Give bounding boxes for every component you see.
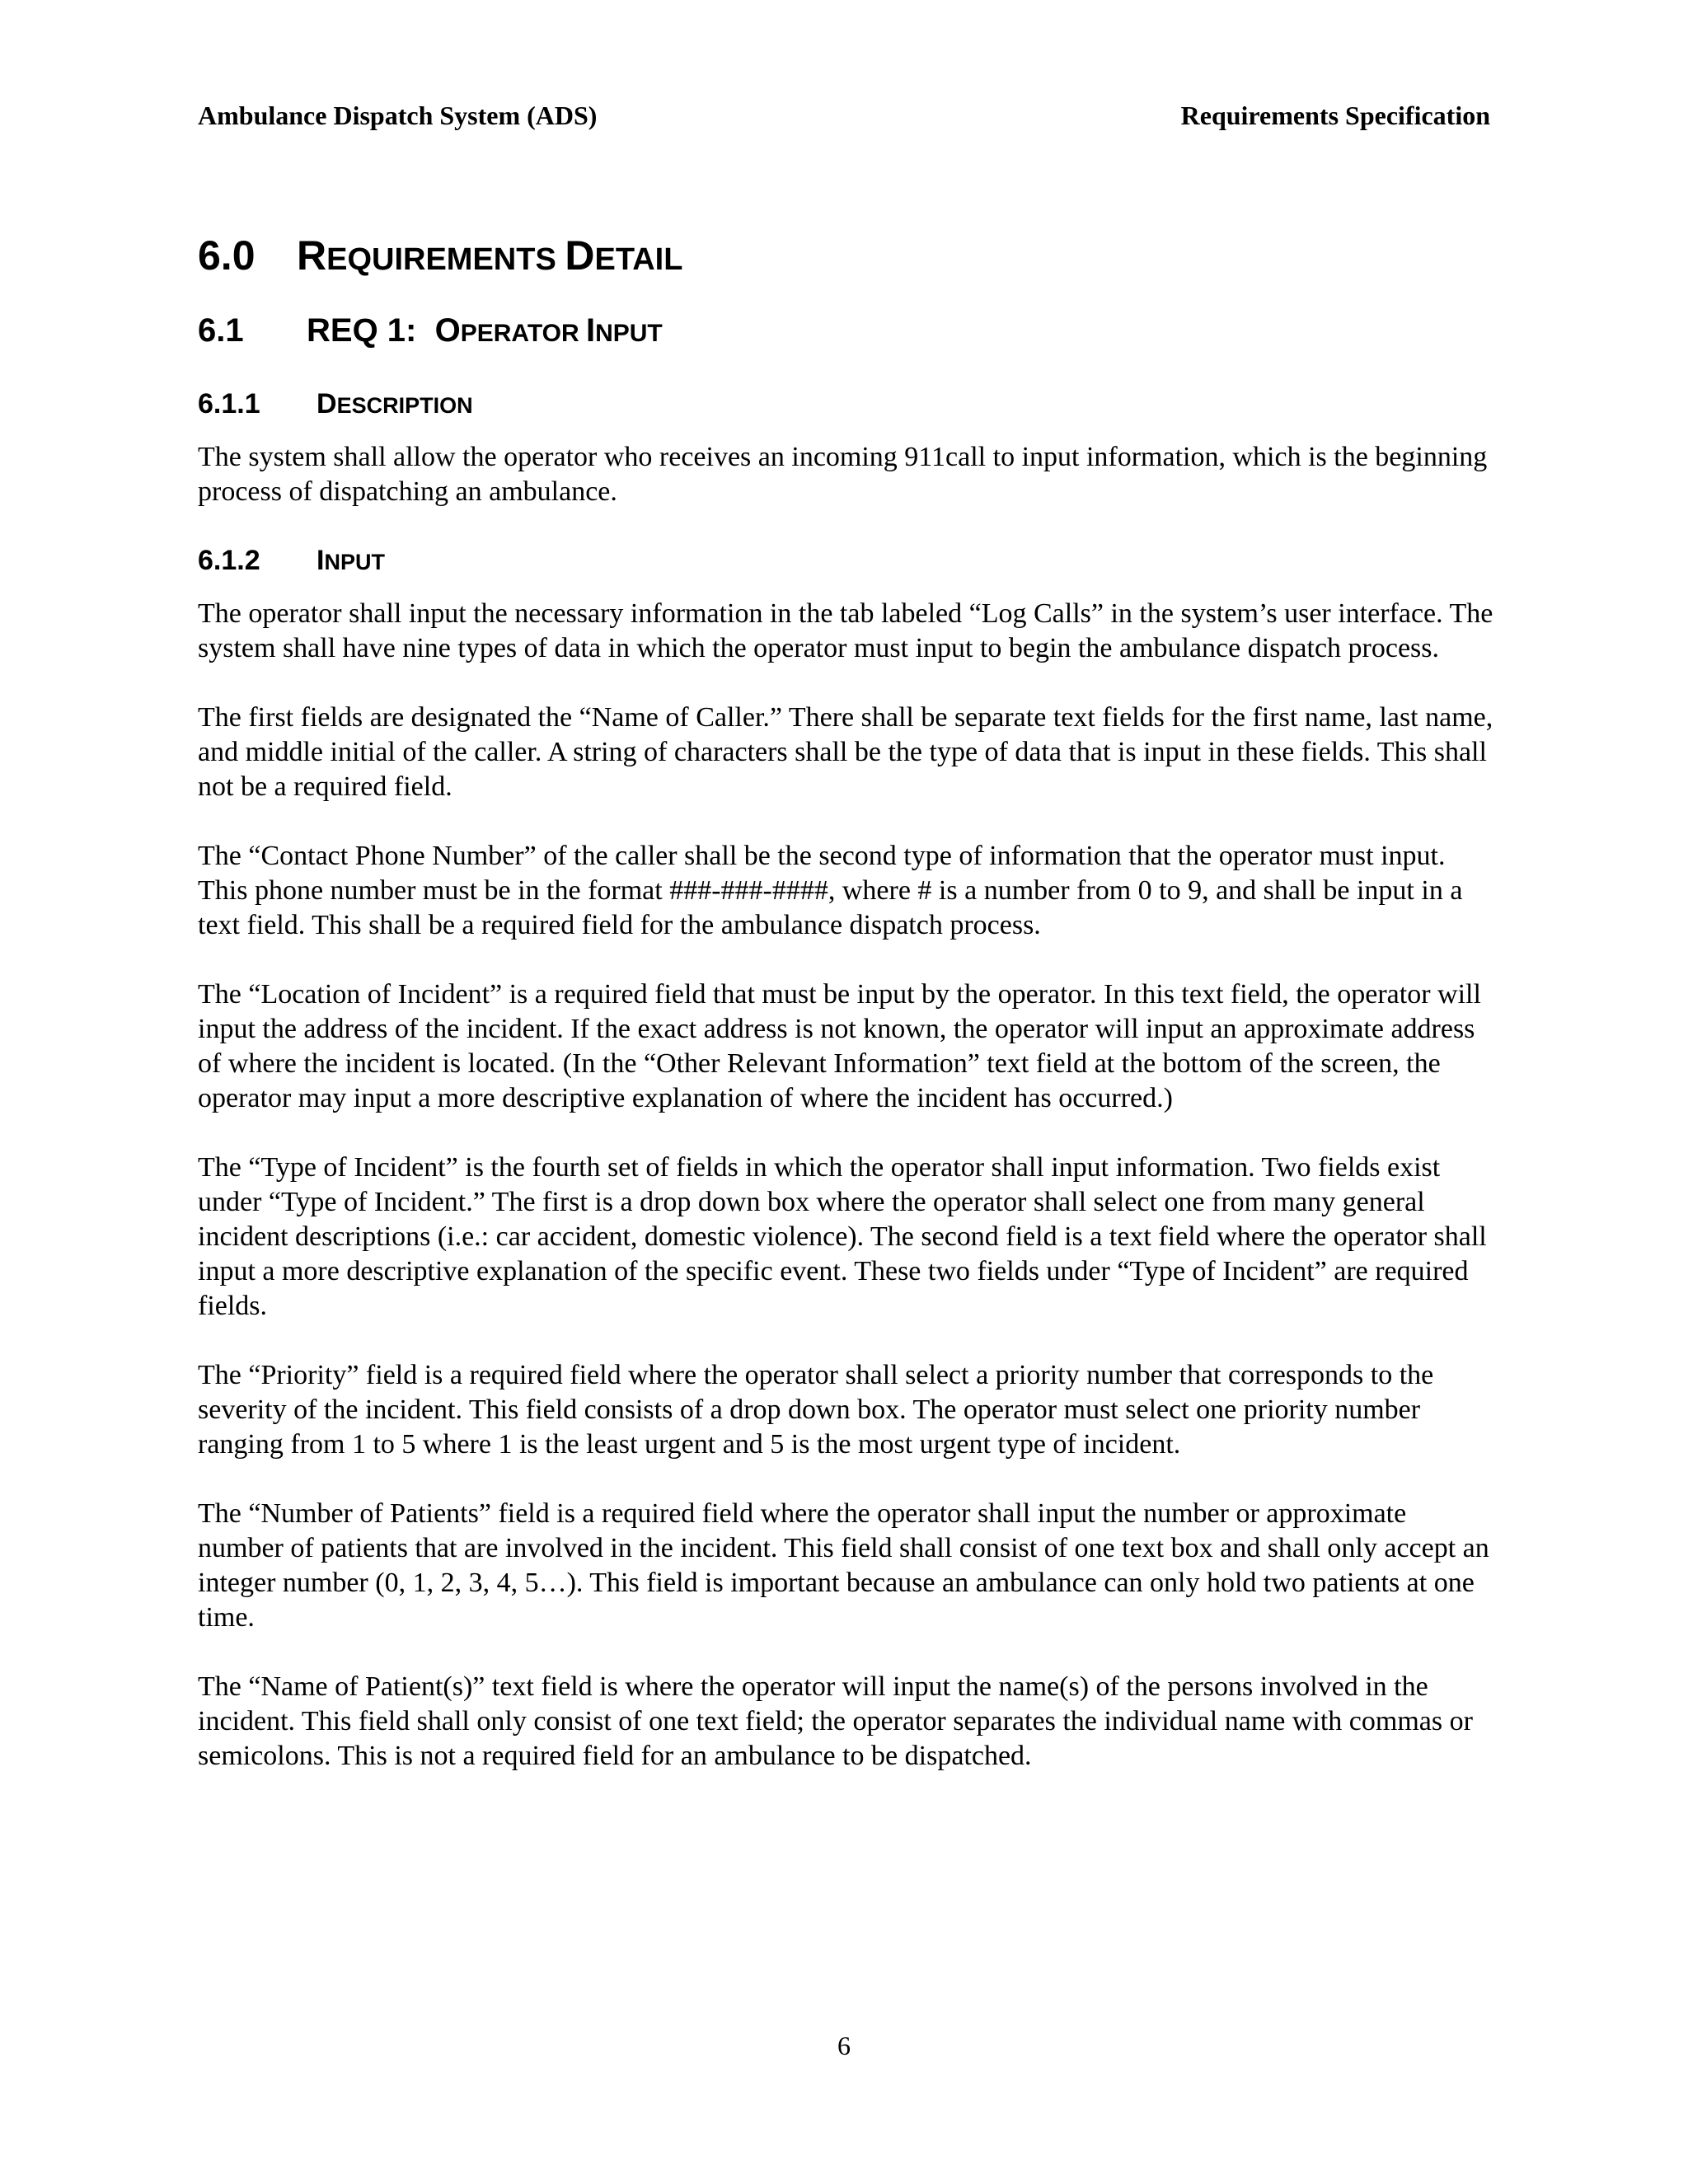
section-title-initial: R	[297, 232, 327, 279]
section-title-second-initial: D	[565, 232, 595, 279]
section-heading	[198, 231, 1496, 280]
input-paragraph-number-of-patients: The “Number of Patients” field is a required field where the operator shall input the number or approximate number of patients that are involved in the incident. This field shall consist of one text box and shall only accept an integer number (0, 1, 2, 3, 4, 5…). This field is important because an ambulance can only hold two patients at one time.	[198, 1498, 1489, 1633]
input-title-initial: I	[316, 545, 325, 576]
page-content	[198, 231, 1496, 1774]
section-title-second-rest: ETAIL	[594, 242, 683, 277]
input-heading	[198, 542, 1496, 579]
input-paragraph-name-of-caller: The first fields are designated the “Name of Caller.” There shall be separate text fields for the first name, last name, and middle initial of the caller. A string of characters shall be the type of data that is input in these fields. This shall not be a required field.	[198, 702, 1493, 802]
section-number: 6.0	[198, 232, 256, 279]
input-paragraph-log-calls: The operator shall input the necessary information in the tab labeled “Log Calls” in the system’s user interface. The system shall have nine types of data in which the operator must input to begin the ambulance dispatch process.	[198, 598, 1493, 663]
input-number: 6.1.2	[198, 545, 260, 576]
input-paragraph-type-of-incident: The “Type of Incident” is the fourth set of fields in which the operator shall input information. Two fields exist under “Type of Incident.” The first is a drop down box where the operator shall select one from many general incident descriptions (i.e.: car accident, domestic violence). The second field is a text field where the operator shall input a more descriptive explanation of the specific event. These two fields under “Type of Incident” are required fields.	[198, 1152, 1487, 1321]
input-title-rest: NPUT	[324, 550, 385, 574]
subsection-heading	[198, 310, 1496, 351]
description-paragraph: The system shall allow the operator who receives an incoming 911call to input information, which is the beginning process of dispatching an ambulance.	[198, 442, 1488, 507]
description-number: 6.1.1	[198, 388, 260, 419]
input-paragraph-name-of-patients: The “Name of Patient(s)” text field is where the operator will input the name(s) of the persons involved in the incident. This field shall only consist of one text field; the operator separates the individual name with commas or semicolons. This is not a required field for an ambulance to be dispatched.	[198, 1671, 1473, 1771]
subsection-title-prefix: REQ 1:	[307, 312, 435, 349]
subsection-title-second-initial: I	[585, 312, 596, 349]
subsection-title-rest: PERATOR	[460, 320, 586, 347]
description-title-initial: D	[316, 388, 337, 419]
description-heading	[198, 386, 1496, 422]
subsection-number: 6.1	[198, 312, 244, 349]
header-document-title: Ambulance Dispatch System (ADS)	[198, 101, 598, 130]
subsection-title-second-rest: NPUT	[595, 320, 663, 347]
description-title-rest: ESCRIPTION	[336, 393, 473, 418]
input-paragraph-priority: The “Priority” field is a required field where the operator shall select a priority number that corresponds to the severity of the incident. This field consists of a drop down box. The operator must select one priority number ranging from 1 to 5 where 1 is the least urgent and 5 is the most urgent type of incident.	[198, 1360, 1434, 1460]
running-header	[198, 97, 1490, 134]
input-paragraph-location: The “Location of Incident” is a required field that must be input by the operator. In this text field, the operator will input the address of the incident. If the exact address is not known, the operator will input an approximate address of where the incident is located. (In the “Other Relevant Information” text field at the bottom of the screen, the operator may input a more descriptive explanation of where the incident has occurred.)	[198, 979, 1481, 1113]
header-document-type: Requirements Specification	[1180, 101, 1490, 130]
page-number: 6	[837, 2031, 851, 2060]
input-paragraph-contact-phone: The “Contact Phone Number” of the caller shall be the second type of information that the operator must input. This phone number must be in the format ###-###-####, where # is a number from 0 to 9, and shall be input in a text field. This shall be a required field for the ambulance dispatch process.	[198, 841, 1463, 940]
subsection-title-initial: O	[434, 312, 461, 349]
section-title-rest: EQUIREMENTS	[326, 242, 565, 277]
